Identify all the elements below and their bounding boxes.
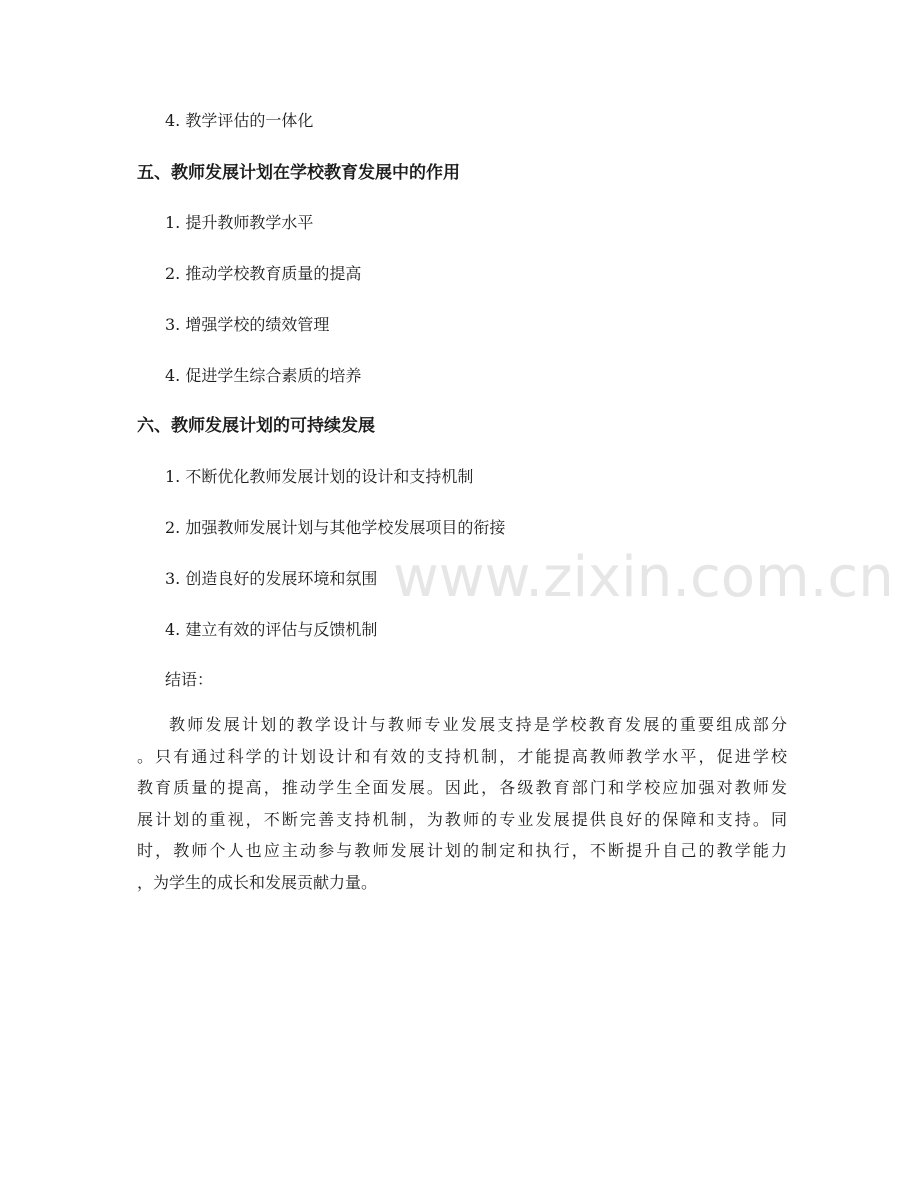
section-heading-5: 五、教师发展计划在学校教育发展中的作用: [137, 163, 460, 183]
paragraph-line: 时，教师个人也应主动参与教师发展计划的制定和执行，不断提升自己的教学能力: [137, 841, 787, 861]
paragraph-line: 教师发展计划的教学设计与教师专业发展支持是学校教育发展的重要组成部分: [169, 715, 787, 734]
paragraph-line: 教育质量的提高，推动学生全面发展。因此，各级教育部门和学校应加强对教师发: [137, 778, 787, 798]
list-item: 3. 创造良好的发展环境和氛围: [165, 569, 378, 588]
conclusion-paragraph: [137, 709, 787, 899]
paragraph-line: 。只有通过科学的计划设计和有效的支持机制，才能提高教师教学水平，促进学校: [137, 746, 787, 766]
list-item: 4. 促进学生综合素质的培养: [165, 366, 362, 385]
list-item-teaching-evaluation: 4. 教学评估的一体化: [165, 111, 314, 130]
list-item: 3. 增强学校的绩效管理: [165, 315, 330, 334]
paragraph-line: 展计划的重视，不断完善支持机制，为教师的专业发展提供良好的保障和支持。同: [137, 809, 787, 829]
list-item: 2. 加强教师发展计划与其他学校发展项目的衔接: [165, 518, 506, 537]
conclusion-label: 结语：: [165, 670, 214, 689]
section-heading-6: 六、教师发展计划的可持续发展: [137, 416, 375, 436]
list-item: 1. 不断优化教师发展计划的设计和支持机制: [165, 467, 474, 486]
list-item: 2. 推动学校教育质量的提高: [165, 264, 362, 283]
list-item: 4. 建立有效的评估与反馈机制: [165, 620, 378, 639]
paragraph-line: ，为学生的成长和发展贡献力量。: [137, 872, 378, 892]
watermark: www.zixin.com.cn: [393, 545, 894, 610]
list-item: 1. 提升教师教学水平: [165, 213, 314, 232]
